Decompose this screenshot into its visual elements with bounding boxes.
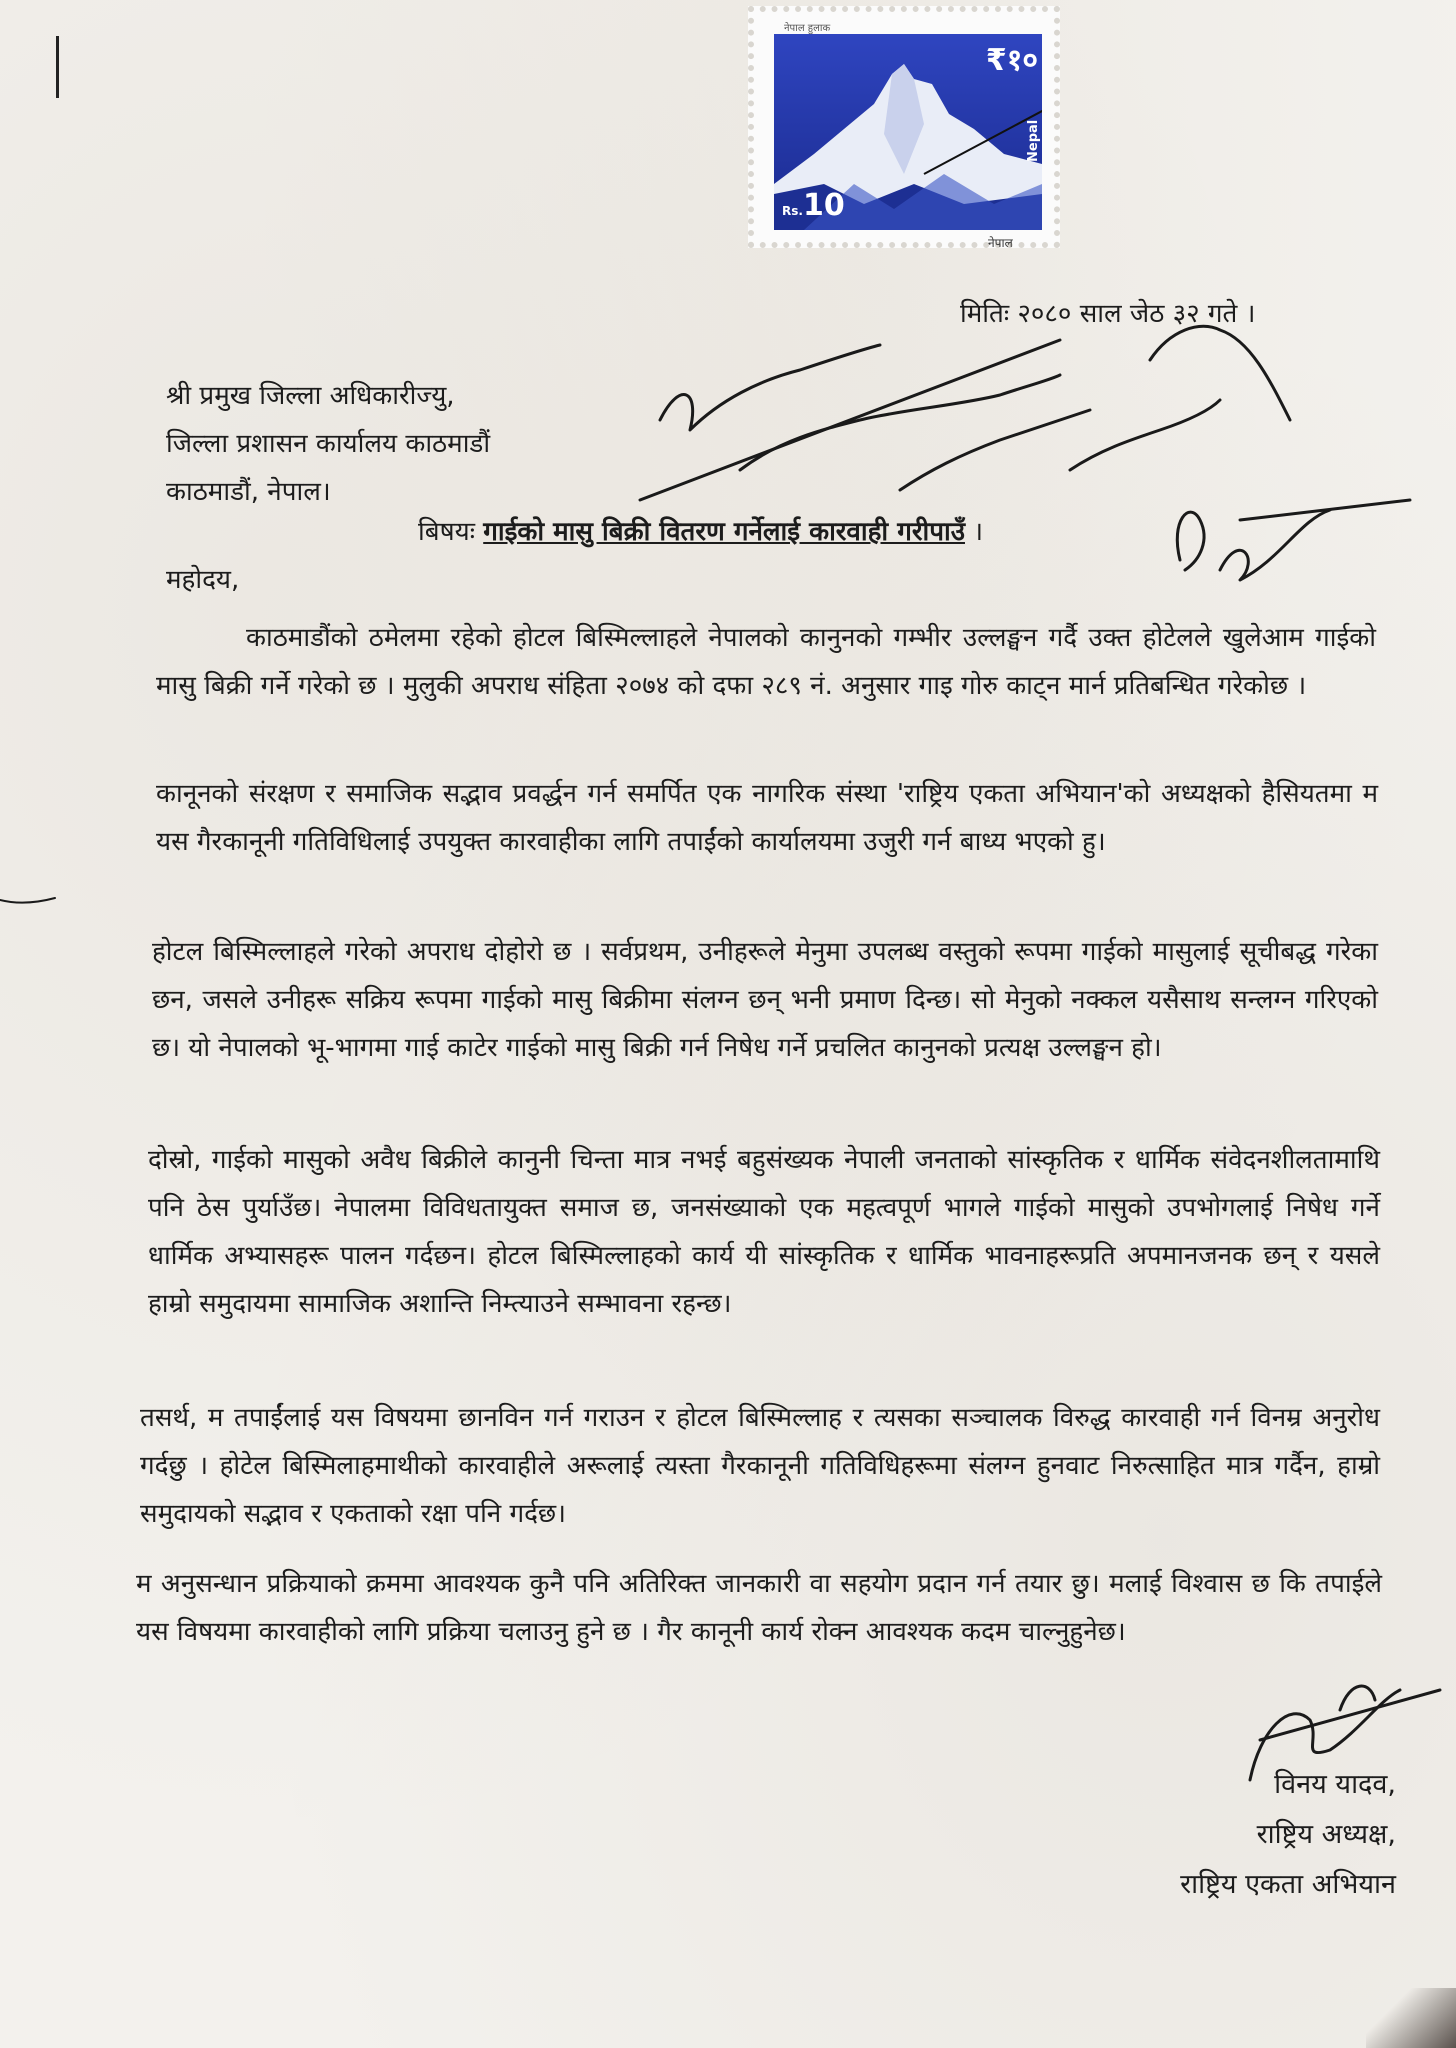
stamp-value-devanagari: ₹१० (985, 43, 1038, 78)
recipient-line-3: काठमाडौं, नेपाल। (166, 477, 331, 507)
postage-stamp (748, 6, 1060, 248)
body-paragraph-4: दोस्रो, गाईको मासुको अवैध बिक्रीले कानुनी चिन्ता मात्र नभई बहुसंख्यक नेपाली जनताको सांस्कृतिक र धार्मिक संवेदनशीलतामाथि पनि ठेस पुर्याउँछ। नेपालमा विविधतायुक्त समाज छ, जनसंख्याको एक महत्वपूर्ण भागले गाईको मासुको उपभोगलाई निषेध गर्ने धार्मिक अभ्यासहरू पालन गर्दछन। होटल बिस्मिल्लाहको कार्य यी सांस्कृतिक र धार्मिक भावनाहरूप्रति अपमानजनक छन् र यसले हाम्रो समुदायमा सामाजिक अशान्ति निम्त्याउने सम्भावना रहन्छ। (148, 1145, 1380, 1319)
body-paragraph-1: काठमाडौंको ठमेलमा रहेको होटल बिस्मिल्लाहले नेपालको कानुनको गम्भीर उल्लङ्घन गर्दै उक्त होटेलले खुलेआम गाईको मासु बिक्री गर्ने गरेको छ । मुलुकी अपराध संहिता २०७४ को दफा २८९ नं. अनुसार गाइ गोरु काट्न मार्न प्रतिबन्धित गरेकोछ । (156, 623, 1376, 701)
signatory-title: राष्ट्रिय अध्यक्ष, (1256, 1819, 1396, 1850)
subject-end: । (973, 517, 984, 547)
body-paragraph-2: कानूनको संरक्षण र समाजिक सद्भाव प्रवर्द्धन गर्न समर्पित एक नागरिक संस्था 'राष्ट्रिय एकता अभियान'को अध्यक्षको हैसियतमा म यस गैरकानूनी गतिविधिलाई उपयुक्त कारवाहीका लागि तपाईंको कार्यालयमा उजुरी गर्न बाध्य भएको हु। (156, 779, 1378, 857)
recipient-line-1: श्री प्रमुख जिल्ला अधिकारीज्यु, (166, 381, 455, 411)
signatory-name: विनय यादव, (1274, 1769, 1396, 1800)
signature-block (1180, 1760, 1396, 1910)
stamp-top-label: नेपाल हुलाक (784, 23, 831, 34)
body-paragraph-6: म अनुसन्धान प्रक्रियाको क्रममा आवश्यक कुनै पनि अतिरिक्त जानकारी वा सहयोग प्रदान गर्न तयार छु। मलाई विश्वास छ कि तपाईले यस विषयमा कारवाहीको लागि प्रक्रिया चलाउनु हुने छ । गैर कानूनी कार्य रोक्न आवश्यक कदम चाल्नुहुनेछ। (136, 1569, 1382, 1647)
subject-label: बिषयः (418, 517, 475, 547)
page-corner-shadow (1366, 1988, 1456, 2048)
subject-text: गाईको मासु बिक्री वितरण गर्नेलाई कारवाही गरीपाउँ (483, 517, 965, 547)
letter-date: मितिः २०८० साल जेठ ३२ गते । (960, 299, 1256, 329)
body-paragraph-3: होटल बिस्मिल्लाहले गरेको अपराध दोहोरो छ । सर्वप्रथम, उनीहरूले मेनुमा उपलब्ध वस्तुको रूपमा गाईको मासुलाई सूचीबद्ध गरेका छन, जसले उनीहरू सक्रिय रूपमा गाईको मासु बिक्रीमा संलग्न छन् भनी प्रमाण दिन्छ। सो मेनुको नक्कल यसैसाथ सन्लग्न गरिएको छ। यो नेपालको भू-भागमा गाई काटेर गाईको मासु बिक्री गर्न निषेध गर्ने प्रचलित कानुनको प्रत्यक्ष उल्लङ्घन हो। (152, 937, 1378, 1063)
subject-line (418, 512, 983, 548)
stamp-country-side: Nepal (1026, 119, 1041, 162)
salutation: महोदय, (166, 565, 240, 595)
stamp-country-bottom: नेपाल (988, 236, 1013, 250)
recipient-line-2: जिल्ला प्रशासन कार्यालय काठमाडौं (166, 429, 491, 459)
stamp-value-latin: Rs.10 (782, 188, 845, 223)
body-paragraph-5: तसर्थ, म तपाईंलाई यस विषयमा छानविन गर्न गराउन र होटल बिस्मिल्लाह र त्यसका सञ्चालक विरुद्ध कारवाही गर्न विनम्र अनुरोध गर्दछु । होटेल बिस्मिलाहमाथीको कारवाहीले अरूलाई त्यस्ता गैरकानूनी गतिविधिहरूमा संलग्न हुनवाट निरुत्साहित मात्र गर्दैन, हाम्रो समुदायको सद्भाव र एकताको रक्षा पनि गर्दछ। (140, 1403, 1380, 1529)
signatory-organization: राष्ट्रिय एकता अभियान (1180, 1869, 1396, 1900)
margin-mark (56, 36, 59, 98)
